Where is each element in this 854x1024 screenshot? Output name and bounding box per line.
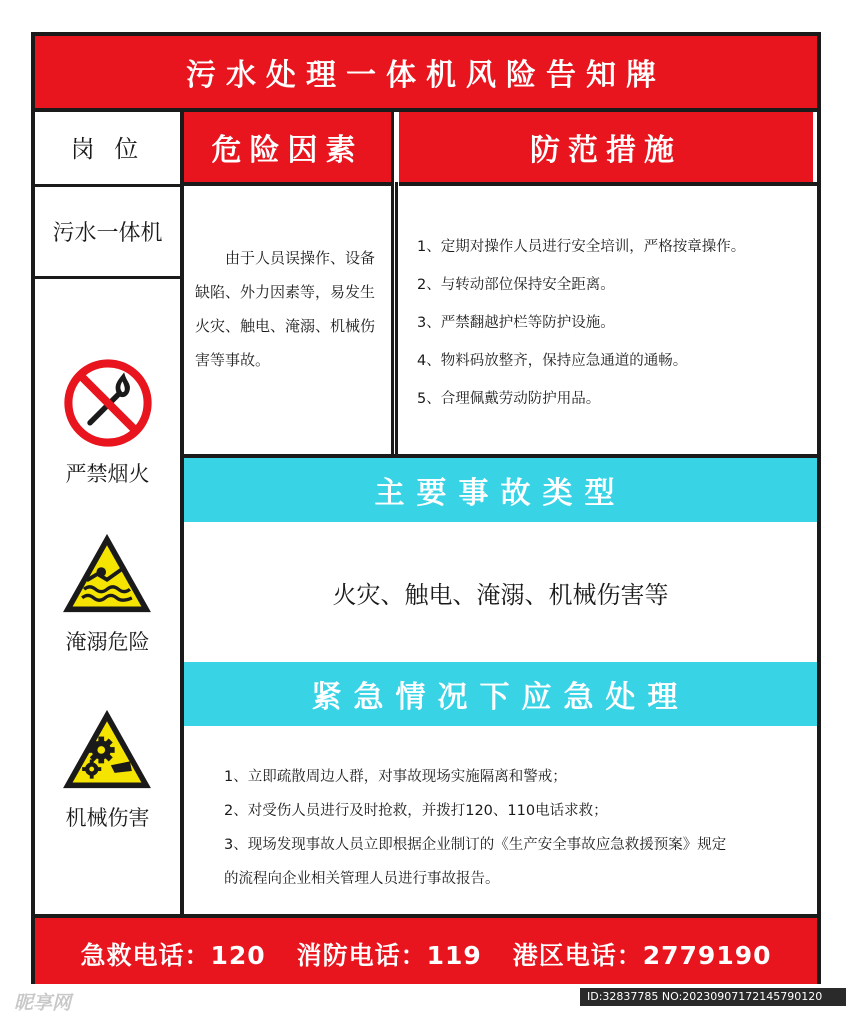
divider (35, 108, 817, 112)
board-title-text: 污水处理一体机风险告知牌 (186, 58, 666, 93)
sign-label: 淹溺危险 (65, 630, 150, 654)
sign-label: 机械伤害 (65, 806, 150, 830)
post-value-cell (35, 186, 180, 276)
sign-label: 严禁烟火 (65, 462, 150, 486)
sign-mechanical (35, 706, 180, 836)
hazard-description: 由于人员误操作、设备缺陷、外力因素等，易发生火灾、触电、淹溺、机械伤害等事故。 (195, 249, 376, 369)
sign-no-fire (35, 358, 180, 488)
emergency-header (184, 662, 817, 726)
hazard-header-label: 危险因素 (211, 133, 364, 168)
emergency-list (224, 760, 814, 896)
first-aid-phone: 急救电话：120 (80, 941, 266, 970)
post-value: 污水一体机 (52, 220, 163, 246)
emergency-cell (224, 760, 814, 896)
fire-phone: 消防电话：119 (296, 941, 482, 970)
sign-drowning (35, 530, 180, 660)
accident-types: 火灾、触电、淹溺、机械伤害等 (332, 580, 669, 609)
measures-cell (417, 228, 817, 418)
measures-header-label: 防范措施 (530, 133, 682, 168)
measures-header (399, 112, 813, 182)
hazard-header (184, 112, 391, 182)
measure-item: 3、严禁翻越护栏等防护设施。 (417, 315, 615, 331)
mechanical-injury-icon (59, 706, 155, 792)
accident-types-cell (184, 522, 817, 662)
board-title (35, 36, 817, 108)
watermark-left: 昵享网 (14, 992, 72, 1014)
post-header-label: 岗 位 (70, 134, 145, 163)
divider (35, 184, 180, 187)
divider (184, 182, 817, 186)
divider (180, 108, 184, 918)
accident-header (184, 458, 817, 522)
divider (35, 276, 180, 279)
divider (395, 182, 398, 458)
risk-notice-board (31, 32, 821, 990)
watermark-right: ID:32837785 NO:20230907172145790120 (587, 990, 823, 1003)
emergency-item: 3、现场发现事故人员立即根据企业制订的《生产安全事故应急救援预案》规定 (224, 837, 727, 853)
emergency-item: 的流程向企业相关管理人员进行事故报告。 (224, 871, 500, 887)
no-fire-icon (63, 358, 153, 448)
measure-item: 5、合理佩戴劳动防护用品。 (417, 391, 601, 407)
footer-bar (35, 918, 817, 990)
divider (184, 454, 817, 458)
measure-item: 4、物料码放整齐，保持应急通道的通畅。 (417, 353, 688, 369)
port-phone: 港区电话：2779190 (512, 941, 772, 970)
accident-header-label: 主要事故类型 (374, 476, 627, 511)
emergency-header-label: 紧急情况下应急处理 (311, 680, 690, 715)
measure-item: 2、与转动部位保持安全距离。 (417, 277, 615, 293)
measure-item: 1、定期对操作人员进行安全培训，严格按章操作。 (417, 239, 746, 255)
hazard-cell (195, 241, 387, 377)
measures-list (417, 228, 817, 418)
post-header (35, 108, 180, 184)
emergency-item: 2、对受伤人员进行及时抢救，并拨打120、110电话求救； (224, 803, 608, 819)
emergency-item: 1、立即疏散周边人群，对事故现场实施隔离和警戒； (224, 769, 567, 785)
drowning-warning-icon (59, 530, 155, 616)
